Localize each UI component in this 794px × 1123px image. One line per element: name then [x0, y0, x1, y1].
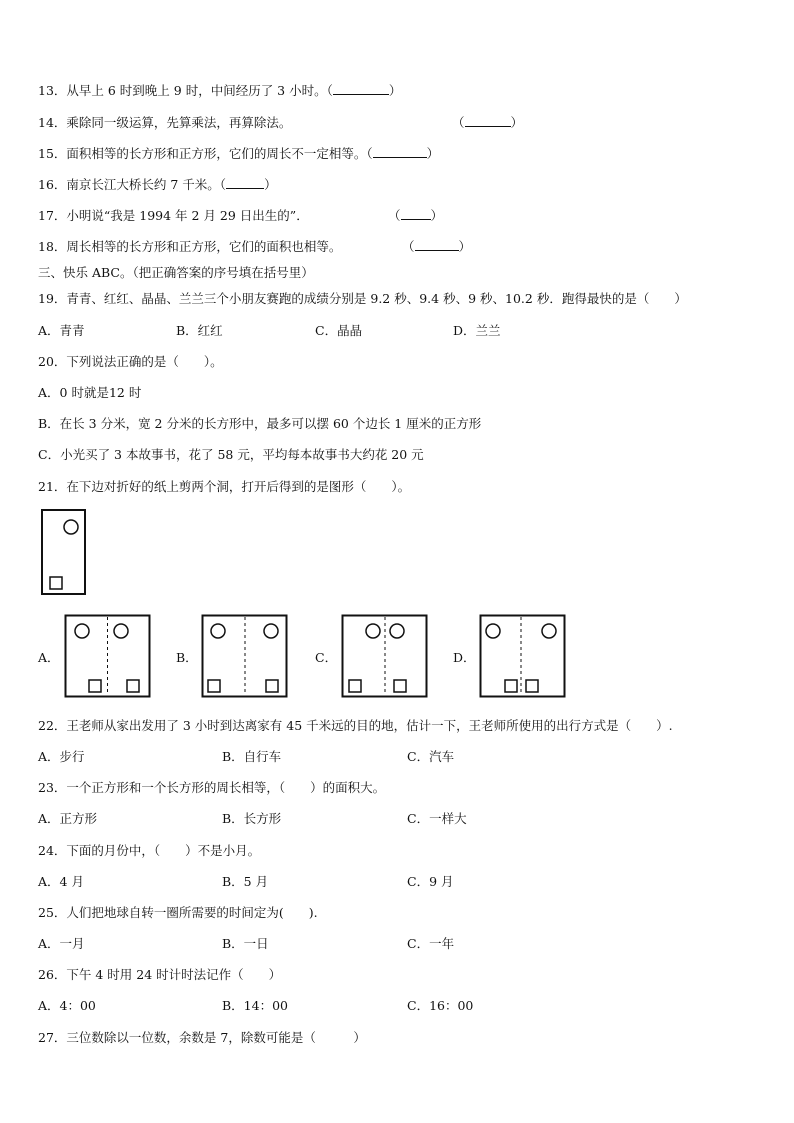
question-number: 15．	[38, 146, 67, 161]
option-b[interactable]: B．14：00	[222, 998, 288, 1013]
option-a[interactable]: A．4 月	[38, 874, 84, 889]
question-number: 14．	[38, 115, 67, 130]
bracket-close: ）	[510, 115, 524, 130]
option-c[interactable]: C．一样大	[407, 811, 467, 826]
option-b[interactable]: B．在长 3 分米，宽 2 分米的长方形中，最多可以摆 60 个边长 1 厘米的正方形	[38, 416, 482, 431]
bracket-close: ）	[264, 177, 277, 192]
bracket-close: ）	[388, 83, 402, 98]
option-a[interactable]: A．4：00	[38, 998, 96, 1013]
option-b-label[interactable]: B．	[176, 650, 198, 665]
option-b-figure[interactable]	[201, 614, 289, 700]
option-a-figure[interactable]	[64, 614, 152, 700]
option-c[interactable]: C．一年	[407, 936, 455, 951]
option-b[interactable]: B．一日	[222, 936, 269, 951]
question-26: 26．下午 4 时用 24 时计时法记作（ ）	[38, 967, 282, 982]
option-a[interactable]: A．步行	[38, 749, 85, 764]
option-b[interactable]: B．长方形	[222, 811, 282, 826]
bracket-open: （	[452, 115, 465, 130]
question-20: 20．下列说法正确的是（ ）。	[38, 354, 223, 369]
question-text: 小明说“我是 1994 年 2 月 29 日出生的”．	[66, 208, 309, 223]
option-c-figure[interactable]	[341, 614, 429, 700]
question-19: 19．青青、红红、晶晶、兰兰三个小朋友赛跑的成绩分别是 9.2 秒、9.4 秒、9 秒、10.2 秒．跑得最快的是（ ）	[38, 291, 687, 306]
bracket-close: ）	[430, 208, 444, 223]
question-14	[38, 115, 291, 131]
option-d-label[interactable]: D．	[453, 650, 476, 665]
option-c[interactable]: C．小光买了 3 本故事书，花了 58 元，平均每本故事书大约花 20 元	[38, 447, 424, 462]
question-number: 16．	[38, 177, 67, 192]
question-16	[38, 177, 277, 193]
option-a[interactable]: A．一月	[38, 936, 85, 951]
option-a[interactable]: A．0 时就是12 时	[38, 385, 142, 400]
question-23: 23．一个正方形和一个长方形的周长相等，（ ）的面积大。	[38, 780, 386, 795]
question-21: 21．在下边对折好的纸上剪两个洞，打开后得到的是图形（ ）。	[38, 479, 411, 494]
option-c[interactable]: C．16：00	[407, 998, 474, 1013]
bracket-open: （	[388, 208, 401, 223]
option-a[interactable]: A．正方形	[38, 811, 98, 826]
question-15	[38, 146, 439, 162]
question-17	[38, 208, 309, 224]
option-c[interactable]: C．晶晶	[315, 323, 363, 338]
question-text: 乘除同一级运算，先算乘法，再算除法。	[66, 115, 292, 130]
question-text: 周长相等的长方形和正方形，它们的面积也相等。	[66, 239, 342, 254]
answer-blank[interactable]	[415, 239, 459, 251]
circle-hole	[64, 520, 78, 534]
question-25: 25．人们把地球自转一圈所需要的时间定为( ).	[38, 905, 318, 920]
option-d-figure[interactable]	[479, 614, 567, 700]
folded-paper-figure	[40, 508, 88, 598]
question-number: 17．	[38, 208, 67, 223]
bracket-close: ）	[426, 146, 440, 161]
answer-blank[interactable]	[465, 115, 511, 127]
question-18-answer	[402, 239, 471, 255]
question-24: 24．下面的月份中，（ ）不是小月。	[38, 843, 261, 858]
option-c[interactable]: C．9 月	[407, 874, 454, 889]
option-b[interactable]: B．自行车	[222, 749, 282, 764]
answer-blank[interactable]	[401, 208, 431, 220]
section-title: 三、快乐 ABC。（把正确答案的序号填在括号里）	[38, 265, 314, 280]
question-text: 从早上 6 时到晚上 9 时，中间经历了 3 小时。（	[66, 83, 333, 98]
question-27: 27．三位数除以一位数，余数是 7，除数可能是（ ）	[38, 1030, 366, 1045]
question-22: 22．王老师从家出发用了 3 小时到达离家有 45 千米远的目的地，估计一下，王老师所使用的出行方式是（ ）.	[38, 718, 673, 733]
square-hole	[50, 577, 62, 589]
question-17-answer	[388, 208, 443, 224]
option-b[interactable]: B．5 月	[222, 874, 269, 889]
answer-blank[interactable]	[226, 177, 264, 189]
option-c[interactable]: C．汽车	[407, 749, 455, 764]
question-13	[38, 83, 401, 99]
question-18	[38, 239, 341, 255]
paper-outline	[42, 510, 85, 594]
option-a-label[interactable]: A．	[38, 650, 60, 665]
answer-blank[interactable]	[333, 83, 389, 95]
option-c-label[interactable]: C．	[315, 650, 338, 665]
question-number: 13．	[38, 83, 67, 98]
option-a[interactable]: A．青青	[38, 323, 85, 338]
question-text: 面积相等的长方形和正方形，它们的周长不一定相等。（	[66, 146, 373, 161]
question-text: 南京长江大桥长约 7 千米。（	[66, 177, 227, 192]
option-b[interactable]: B．红红	[176, 323, 223, 338]
question-14-answer	[452, 115, 523, 131]
bracket-open: （	[402, 239, 415, 254]
bracket-close: ）	[458, 239, 472, 254]
option-d[interactable]: D．兰兰	[453, 323, 501, 338]
question-number: 18．	[38, 239, 67, 254]
answer-blank[interactable]	[373, 146, 427, 158]
